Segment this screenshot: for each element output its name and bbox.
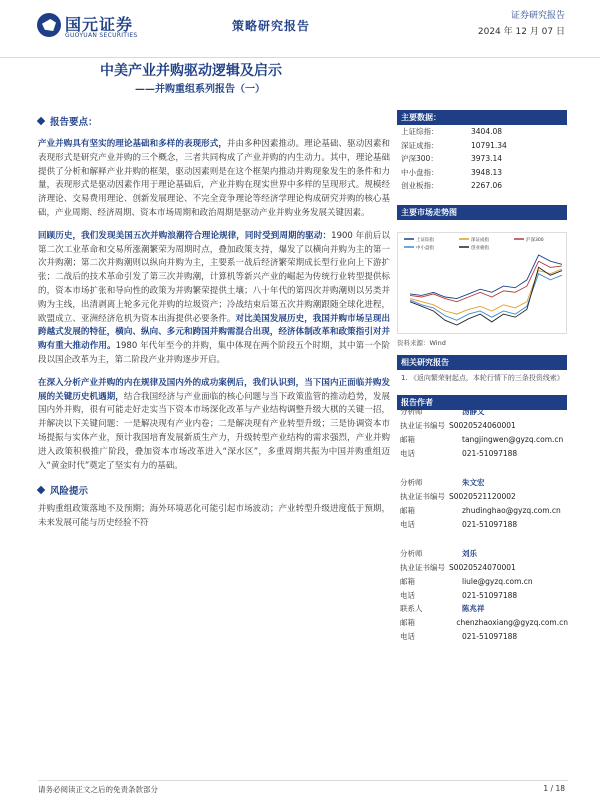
market-data-row [397,166,567,180]
analyst-name: 刘乐 [462,549,477,559]
page-header [0,0,600,58]
diamond-bullet-icon [37,117,45,125]
highlight-text: 产业并购具有坚实的理论基础和多样的表现形式， [38,139,227,149]
legend-label: 创业板指 [471,246,489,251]
section-title-risk: 风险提示 [50,486,89,498]
phone-number: 021-51097188 [462,590,518,600]
paragraph-theory [38,138,390,221]
phone-label: 电话 [400,631,415,641]
analyst-name: 朱文宏 [462,478,485,488]
index-name: 中小盘指： [401,167,439,177]
phone-label: 电话 [400,590,415,600]
legend-label: 深证成指 [471,238,489,243]
index-name: 创业板指： [401,181,439,191]
paragraph-risk: 并购重组政策落地不及预期；海外环境恶化可能引起市场波动；产业转型升级进度低于预期，未来发展可能与历史经验不符 [38,504,390,529]
report-summary [38,108,390,531]
phone-label: 电话 [400,519,415,529]
analyst-role: 分析师 [400,478,423,488]
chart-heading-box [397,205,567,220]
logo-icon [37,13,61,37]
highlight-text: 在深入分析产业并购的内在规律及国内外的成功案例后，我们认识到，当下国内正面临并购发展的关键历史机遇期， [38,377,390,402]
index-value: 10791.34 [471,140,507,150]
report-date: 2024 年 12 月 07 日 [477,27,565,37]
analyst-card [400,476,568,531]
phone-number: 021-51097188 [462,519,518,529]
cert-number: S0020524060001 [449,421,516,431]
cert-number: S0020521120002 [449,492,516,502]
market-data-row [397,152,567,166]
email-label: 邮箱 [400,505,415,515]
authors-heading: 报告作者 [397,395,567,410]
company-logo [37,12,153,44]
analyst-role: 分析师 [400,549,423,559]
diamond-bullet-icon [37,486,45,494]
cert-number: S0020524070001 [449,563,516,573]
section-heading [38,483,390,497]
analyst-card [400,405,568,460]
page-number: 1 / 18 [543,784,565,793]
paragraph-history [38,230,390,368]
cert-label: 执业证书编号 [400,563,445,573]
logo-name-cn: 国元证券 [65,15,134,34]
market-data-row [397,139,567,153]
index-value: 3404.08 [471,127,503,137]
legend-label: 中小盘指 [416,246,434,251]
market-data-list [397,125,567,193]
related-heading: 相关研究报告 [397,355,567,370]
header-label: 证券研究报告 [510,11,565,21]
analyst-name: 汤静文 [462,407,485,417]
highlight-text: 对比美国发展历史，我国并购市场呈现出跨越式发展的特征，横向、纵向、多元和跨国并购需混合出现，经济体制改革和政策指引对并购有重大推动作用。 [38,313,390,352]
section-heading [38,114,390,128]
email-label: 邮箱 [400,576,415,586]
logo-name-en: GUOYUAN SECURITIES [65,32,138,39]
market-data-heading: 主要数据： [397,110,567,125]
report-type: 策略研究报告 [232,19,311,33]
phone-number: 021-51097188 [462,448,518,458]
email-label: 邮箱 [400,618,415,628]
email-link[interactable]: zhudinghao@gyzq.com.cn [462,505,561,515]
chart-heading: 主要市场走势图 [397,205,567,220]
series-line [410,274,562,321]
email-link[interactable]: chenzhaoxiang@gyzq.com.cn [456,618,568,628]
index-name: 沪深300： [401,154,438,164]
phone-label: 电话 [400,448,415,458]
legend-label: 上证综指 [416,238,434,243]
email-link[interactable]: liule@gyzq.com.cn [462,576,533,586]
analyst-name: 陈兆祥 [462,604,485,614]
body-text: 结合我国经济与产业面临的核心问题与当下政策监管的推动趋势，发展国内外并购，很有可能走好走实当下资本市场深化改革与产业结构调整升级大棋的关键一招，并解决以下关键问题：一是解决现有产业内卷；二是解决现有产业转型升级；三是协调资本市场提振与实体产业，预计我国培育发展新质生产力，升级转型产业结构的需求强烈，产业并购进入政策积极推广阶段，叠加资本市场改革进入“深水区”，多重周期共振为中国并购重组迈入“黄金时代”奠定了坚实有力的基础。 [38,391,390,471]
index-name: 上证综指： [401,127,439,137]
body-text: 1900 年前后以第二次工业革命和交易所涨潮繁荣为周期时点，叠加政策支持，爆发了以横向并购为主的第一次并购潮；第二次并购潮则以纵向并购为主，主要系一战后经济繁荣期成长型行业向上下游扩张；二战后的技术革命引发了第三次并购潮，计算机等新兴产业的崛起为传统行业转型提供标的，资本市场扩张和导向性的政策为并购繁荣提供土壤；八十年代的第四次并购潮则以另类并购为主线，出清剥离上轮多元化并购的垃圾资产；冷战结束后第五次并购潮跟随全球化进程，欧盟成立、亚洲经济危机为资本出海提供必要条件。 [38,230,390,324]
email-label: 邮箱 [400,434,415,444]
index-value: 3948.13 [471,167,503,177]
footer-disclaimer: 请务必阅读正文之后的免责条款部分 [38,785,158,794]
analyst-role: 联系人 [400,604,423,614]
body-text: 并由多种因素推动。理论基础、驱动因素和表现形式是研究产业并购的三个概念，三者共同构成了产业并购的内生动力。其中，理论基础提供了分析和解释产业并购的框架，驱动因素则是在这个框架内推动并购现象发生的条件和力量，表现形式是驱动因素作用于理论基础后，产业并购在现实世界中多样的呈现形式。规模经济理论、交易费用理论、创新发展理论、不完全竞争理论等经济学理论构成研究并购的核心基础，产业周期、经济周期、资本市场周期和政治周期是驱动产业并购业务发展关键因素。 [38,139,390,218]
index-value: 3973.14 [471,154,503,164]
email-link[interactable]: tangjingwen@gyzq.com.cn [462,434,564,444]
body-text: 1980 年代年至今的并购，集中体现在两个阶段五个时期，其中第一个阶段以国企改革为主，第二阶段产业并购逐步开启。 [38,341,390,365]
related-report-item[interactable]: 1. 《返向繁荣射起点，本轮行情下的三条投资线索》 [401,374,564,382]
legend-label: 沪深300 [526,238,544,243]
report-title: 中美产业并购驱动逻辑及启示 [100,63,282,79]
phone-number: 021-51097188 [462,631,518,641]
analyst-card [400,602,568,643]
chart-source: 资料来源：Wind [397,339,446,347]
market-trend-chart [397,232,567,334]
cert-label: 执业证书编号 [400,492,445,502]
section-title-key-points: 报告要点： [50,117,98,128]
index-value: 2267.06 [471,181,503,191]
cert-label: 执业证书编号 [400,421,445,431]
market-data-row [397,179,567,193]
paragraph-opportunity [38,377,390,474]
highlight-text: 回顾历史，我们发现美国五次并购浪潮符合理论规律，同时受到周期的驱动： [38,230,332,241]
series-line [410,267,562,325]
market-data-box [397,110,567,193]
chart-svg [398,233,568,335]
market-data-row [397,125,567,139]
index-name: 深证成指： [401,140,439,150]
report-subtitle: ——并购重组系列报告（一） [135,84,265,95]
footer-divider [38,780,568,781]
analyst-card [400,547,568,602]
related-reports [397,355,567,383]
analyst-role: 分析师 [400,407,423,417]
